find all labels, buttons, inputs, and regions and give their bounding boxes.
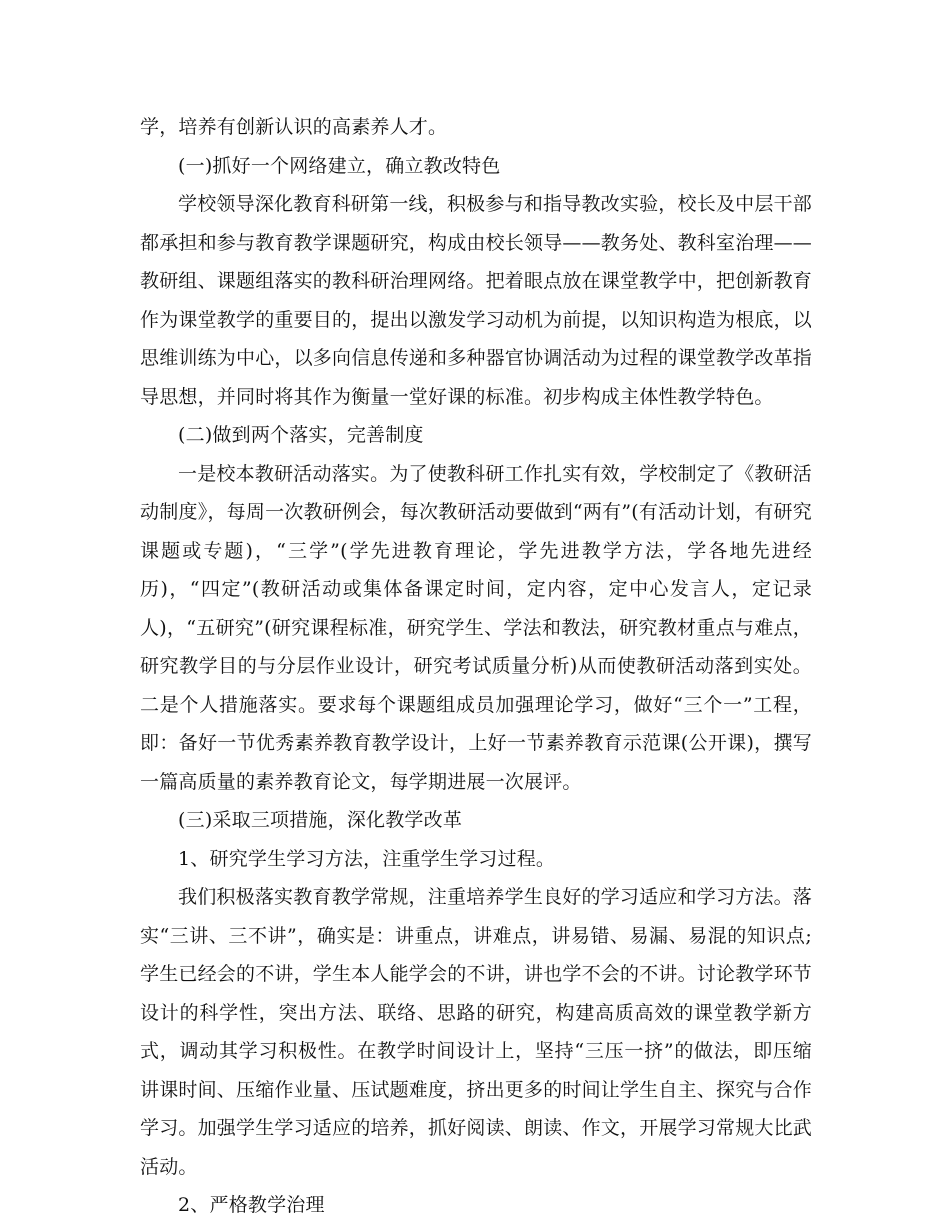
subsection-heading-1: 1、研究学生学习方法，注重学生学习过程。: [178, 847, 556, 870]
body-paragraph: 我们积极落实教育教学常规，注重培养学生良好的学习适应和学习方法。落实“三讲、三不讲”，确实是：讲重点，讲难点，讲易错、易漏、易混的知识点;学生已经会的不讲，学生本人能学会的不讲，讲也学不会的不讲。讨论教学环节设计的科学性，突出方法、联络、思路的研究，构建高质高效的课堂教学新方式，调动其学习积极性。在教学时间设计上，坚持“三压一挤”的做法，即压缩讲课时间、压缩作业量、压试题难度，挤出更多的时间让学生自主、探究与合作学习。加强学生学习适应的培养，抓好阅读、朗读、作文，开展学习常规大比武活动。: [140, 886, 813, 1178]
subsection-heading-2: 2、严格教学治理: [178, 1194, 325, 1216]
section-heading-2: (二)做到两个落实，完善制度: [178, 424, 424, 446]
body-paragraph: 学校领导深化教育科研第一线，积极参与和指导教改实验，校长及中层干部都承担和参与教育教学课题研究，构成由校长领导——教务处、教科室治理——教研组、课题组落实的教科研治理网络。把着眼点放在课堂教学中，把创新教育作为课堂教学的重要目的，提出以激发学习动机为前提，以知识构造为根底，以思维训练为中心，以多向信息传递和多种器官协调活动为过程的课堂教学改革指导思想，并同时将其作为衡量一堂好课的标准。初步构成主体性教学特色。: [140, 193, 813, 408]
paragraph-continued: 学，培养有创新认识的高素养人才。: [140, 116, 448, 138]
section-heading-1: (一)抓好一个网络建立，确立教改特色: [178, 154, 501, 177]
document-body: [140, 108, 812, 1225]
body-paragraph: 一是校本教研活动落实。为了使教科研工作扎实有效，学校制定了《教研活动制度》，每周一次教研例会，每次教研活动要做到“两有”(有活动计划，有研究课题或专题)，“三学”(学先进教育理论，学先进教学方法，学各地先进经历)，“四定”(教研活动或集体备课定时间，定内容，定中心发言人，定记录人)，“五研究”(研究课程标准，研究学生、学法和教法，研究教材重点与难点，研究教学目的与分层作业设计，研究考试质量分析)从而使教研活动落到实处。二是个人措施落实。要求每个课题组成员加强理论学习，做好“三个一”工程，即：备好一节优秀素养教育教学设计，上好一节素养教育示范课(公开课)，撰写一篇高质量的素养教育论文，每学期进展一次展评。: [140, 462, 812, 793]
section-heading-3: (三)采取三项措施，深化教学改革: [178, 809, 463, 831]
